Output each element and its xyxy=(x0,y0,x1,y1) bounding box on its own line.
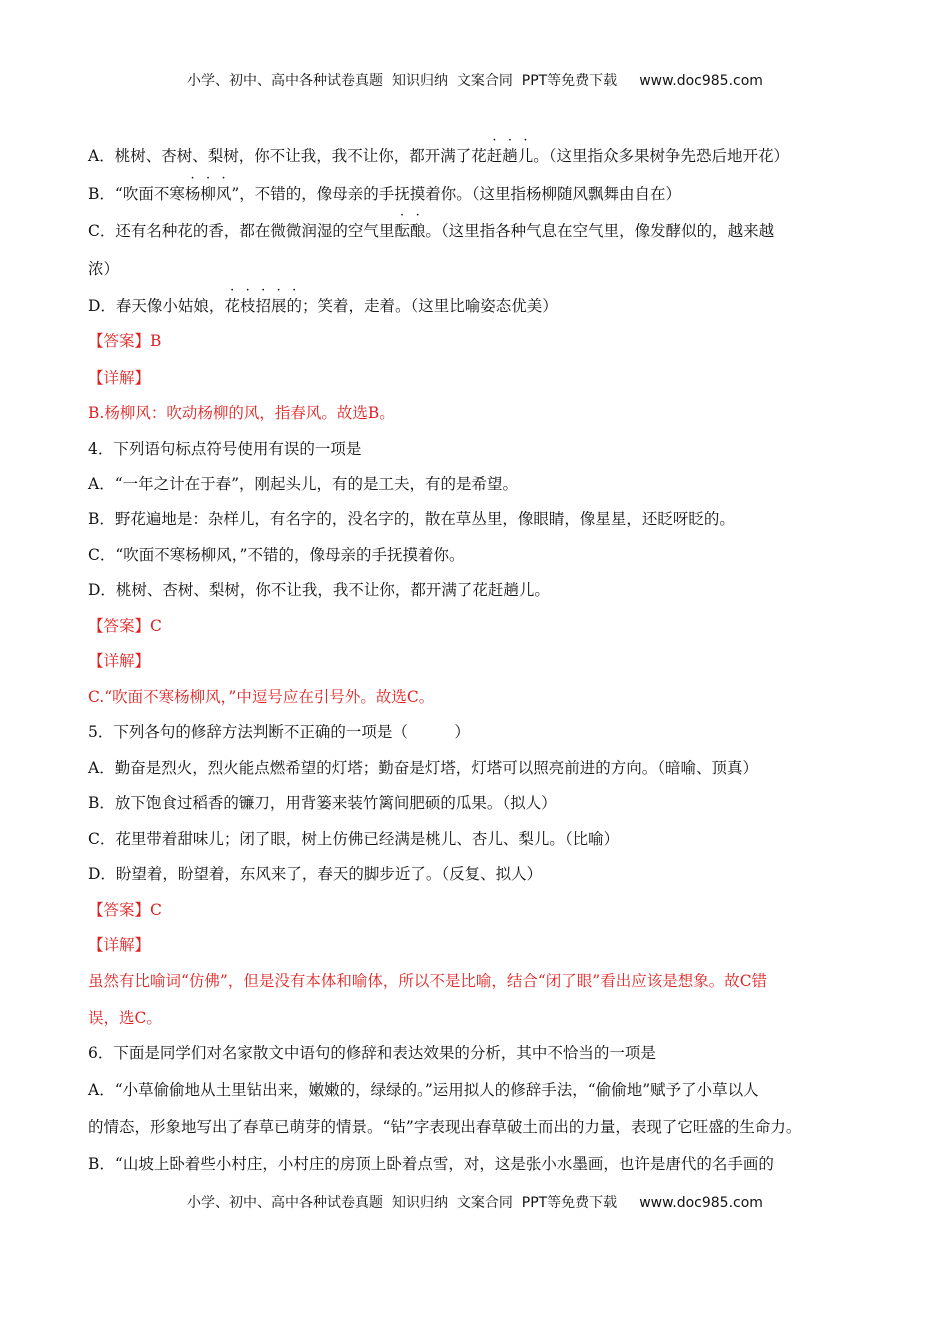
emphasis-char: 趟 xyxy=(502,147,518,165)
text-segment: A．桃树、杏树、梨树，你不让我，我不让你，都开满了花 xyxy=(88,147,487,165)
text-segment: 。（这里指各种气息在空气里，像发酵似的，越来越 xyxy=(425,222,775,240)
question-6-option-a-cont: 的情态，形象地写出了春草已萌芽的情景。“钻”字表现出春草破土而出的力量，表现了它旺盛的生命力。 xyxy=(88,1118,802,1136)
option-line xyxy=(88,221,878,241)
emphasis-char: 杨 xyxy=(184,185,201,203)
emphasis-char: 酿 xyxy=(409,222,426,240)
question-5-option-a: A．勤奋是烈火，烈火能点燃希望的灯塔；勤奋是灯塔，灯塔可以照亮前进的方向。（暗喻、顶真） xyxy=(88,759,758,777)
text-segment: ；笑着，走着。（这里比喻姿态优美） xyxy=(302,297,558,315)
header-site: www.doc985.com xyxy=(639,73,763,89)
question-4-option-d: D．桃树、杏树、梨树，你不让我，我不让你，都开满了花赶趟儿。 xyxy=(88,581,550,599)
question-6-option-b: B．“山坡上卧着些小村庄，小村庄的房顶上卧着点雪，对，这是张小水墨画，也许是唐代的名手画的 xyxy=(88,1155,774,1173)
question-5-option-d: D．盼望着，盼望着，东风来了，春天的脚步近了。（反复、拟人） xyxy=(88,865,543,883)
emphasis-char: 柳 xyxy=(200,185,216,203)
option-line xyxy=(88,184,878,204)
page-footer xyxy=(0,1192,950,1212)
text-segment: C．还有名种花的香，都在微微润湿的空气里 xyxy=(88,222,395,240)
explanation-label: 【详解】 xyxy=(88,652,151,670)
text-segment: ”，不错的，像母亲的手抚摸着你。（这里指杨柳随风飘舞由自在） xyxy=(231,185,682,203)
question-4-option-c: C．“吹面不寒杨柳风，”不错的，像母亲的手抚摸着你。 xyxy=(88,546,465,564)
footer-text: 小学、初中、高中各种试卷真题 知识归纳 文案合同 PPT等免费下载 xyxy=(187,1195,618,1211)
question-5-option-c: C．花里带着甜味儿；闭了眼，树上仿佛已经满是桃儿、杏儿、梨儿。（比喻） xyxy=(88,830,620,848)
question-4: 4．下列语句标点符号使用有误的一项是 xyxy=(88,440,362,458)
text-line: 浓） xyxy=(88,260,120,278)
question-5-option-b: B．放下饱食过稻香的镰刀，用背篓来装竹篱间肥硕的瓜果。（拟人） xyxy=(88,794,557,812)
emphasis-char: 枝 xyxy=(239,297,256,315)
emphasis-char: 酝 xyxy=(394,222,410,240)
question-6: 6．下面是同学们对名家散文中语句的修辞和表达效果的分析，其中不恰当的一项是 xyxy=(88,1044,656,1062)
option-line xyxy=(88,146,878,166)
explanation-label: 【详解】 xyxy=(88,369,151,387)
question-5: 5．下列各句的修辞方法判断不正确的一项是（ ） xyxy=(88,723,470,741)
page-header xyxy=(0,70,950,90)
option-line xyxy=(88,296,878,316)
question-4-option-a: A．“一年之计在于春”，刚起头儿，有的是工夫，有的是希望。 xyxy=(88,475,519,493)
answer-label: 【答案】C xyxy=(88,617,162,635)
explanation-label: 【详解】 xyxy=(88,936,151,954)
header-text: 小学、初中、高中各种试卷真题 知识归纳 文案合同 PPT等免费下载 xyxy=(187,73,618,89)
emphasis-char: 花 xyxy=(224,297,240,315)
emphasis-char: 的 xyxy=(286,297,303,315)
text-segment: B．“吹面不寒 xyxy=(88,185,185,203)
emphasis-char: 展 xyxy=(270,297,287,315)
answer-label: 【答案】B xyxy=(88,332,162,350)
question-6-option-a: A．“小草偷偷地从土里钻出来，嫩嫩的，绿绿的。”运用拟人的修辞手法，“偷偷地”赋予了小草以人 xyxy=(88,1081,759,1099)
explanation-text: C.“吹面不寒杨柳风，”中逗号应在引号外。故选C。 xyxy=(88,688,435,706)
question-4-option-b: B．野花遍地是：杂样儿，有名字的，没名字的，散在草丛里，像眼睛，像星星，还眨呀眨的。 xyxy=(88,510,735,528)
explanation-text: 误，选C。 xyxy=(88,1009,162,1027)
text-segment: D．春天像小姑娘， xyxy=(88,297,225,315)
footer-site: www.doc985.com xyxy=(639,1195,763,1211)
explanation-text: 虽然有比喻词“仿佛”，但是没有本体和喻体，所以不是比喻，结合“闭了眼”看出应该是想象。故C错 xyxy=(88,972,768,990)
emphasis-char: 儿 xyxy=(517,147,534,165)
explanation-text: B.杨柳风：吹动杨柳的风，指春风。故选B。 xyxy=(88,404,395,422)
emphasis-char: 风 xyxy=(215,185,232,203)
text-segment: 。（这里指众多果树争先恐后地开花） xyxy=(533,147,790,165)
answer-label: 【答案】C xyxy=(88,901,162,919)
emphasis-char: 招 xyxy=(255,297,271,315)
emphasis-char: 赶 xyxy=(486,147,503,165)
